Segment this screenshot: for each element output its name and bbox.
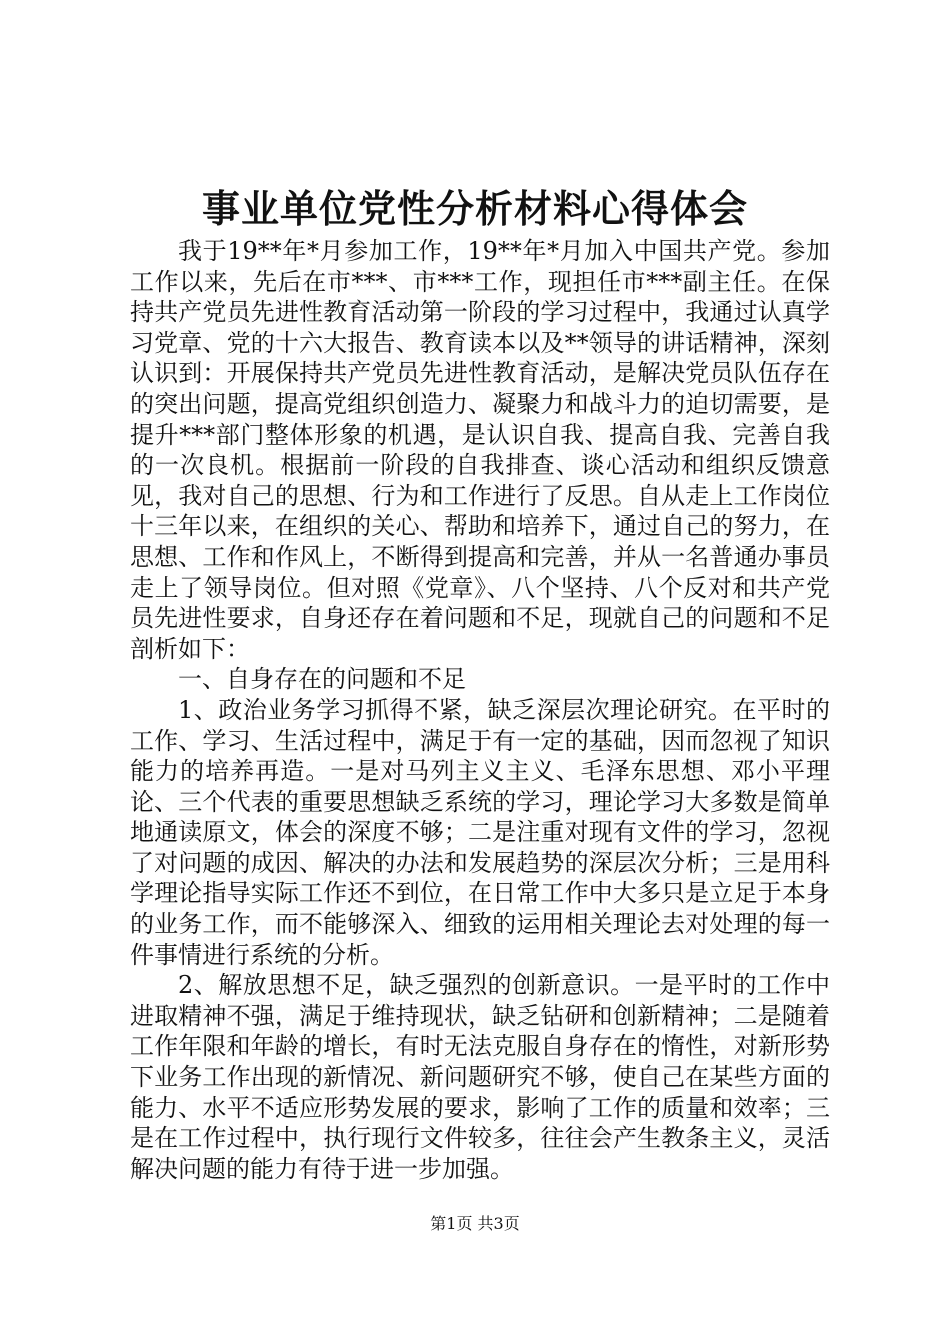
paragraph-item-1: 1、政治业务学习抓得不紧，缺乏深层次理论研究。在平时的工作、学习、生活过程中，满足于有一定的基础，因而忽视了知识能力的培养再造。一是对马列主义主义、毛泽东思想、邓小平理论、三个代表的重要思想缺乏系统的学习，理论学习大多数是简单地通读原文，体会的深度不够；二是注重对现有文件的学习，忽视了对问题的成因、解决的办法和发展趋势的深层次分析；三是用科学理论指导实际工作还不到位，在日常工作中大多只是立足于本身的业务工作，而不能够深入、细致的运用相关理论去对处理的每一件事情进行系统的分析。	[130, 695, 830, 969]
page-number-footer: 第1页 共3页	[430, 1214, 520, 1233]
paragraph-item-2: 2、解放思想不足，缺乏强烈的创新意识。一是平时的工作中进取精神不强，满足于维持现状，缺乏钻研和创新精神；二是随着工作年限和年龄的增长，有时无法克服自身存在的惰性，对新形势下业务工作出现的新情况、新问题研究不够，使自己在某些方面的能力、水平不适应形势发展的要求，影响了工作的质量和效率；三是在工作过程中，执行现行文件较多，往往会产生教条主义，灵活解决问题的能力有待于进一步加强。	[130, 971, 830, 1183]
paragraph-intro: 我于19**年*月参加工作，19**年*月加入中国共产党。参加工作以来，先后在市***、市***工作，现担任市***副主任。在保持共产党员先进性教育活动第一阶段的学习过程中，我通过认真学习党章、党的十六大报告、教育读本以及**领导的讲话精神，深刻认识到：开展保持共产党员先进性教育活动，是解决党员队伍存在的突出问题，提高党组织创造力、凝聚力和战斗力的迫切需要，是提升***部门整体形象的机遇，是认识自我、提高自我、完善自我的一次良机。根据前一阶段的自我排查、谈心活动和组织反馈意见，我对自己的思想、行为和工作进行了反思。自从走上工作岗位十三年以来，在组织的关心、帮助和培养下，通过自己的努力，在思想、工作和作风上，不断得到提高和完善，并从一名普通办事员走上了领导岗位。但对照《党章》、八个坚持、八个反对和共产党员先进性要求，自身还存在着问题和不足，现就自己的问题和不足剖析如下：	[130, 237, 830, 663]
document-body	[130, 236, 830, 1184]
document-title: 事业单位党性分析材料心得体会	[201, 186, 748, 231]
section-heading: 一、自身存在的问题和不足	[178, 665, 466, 694]
